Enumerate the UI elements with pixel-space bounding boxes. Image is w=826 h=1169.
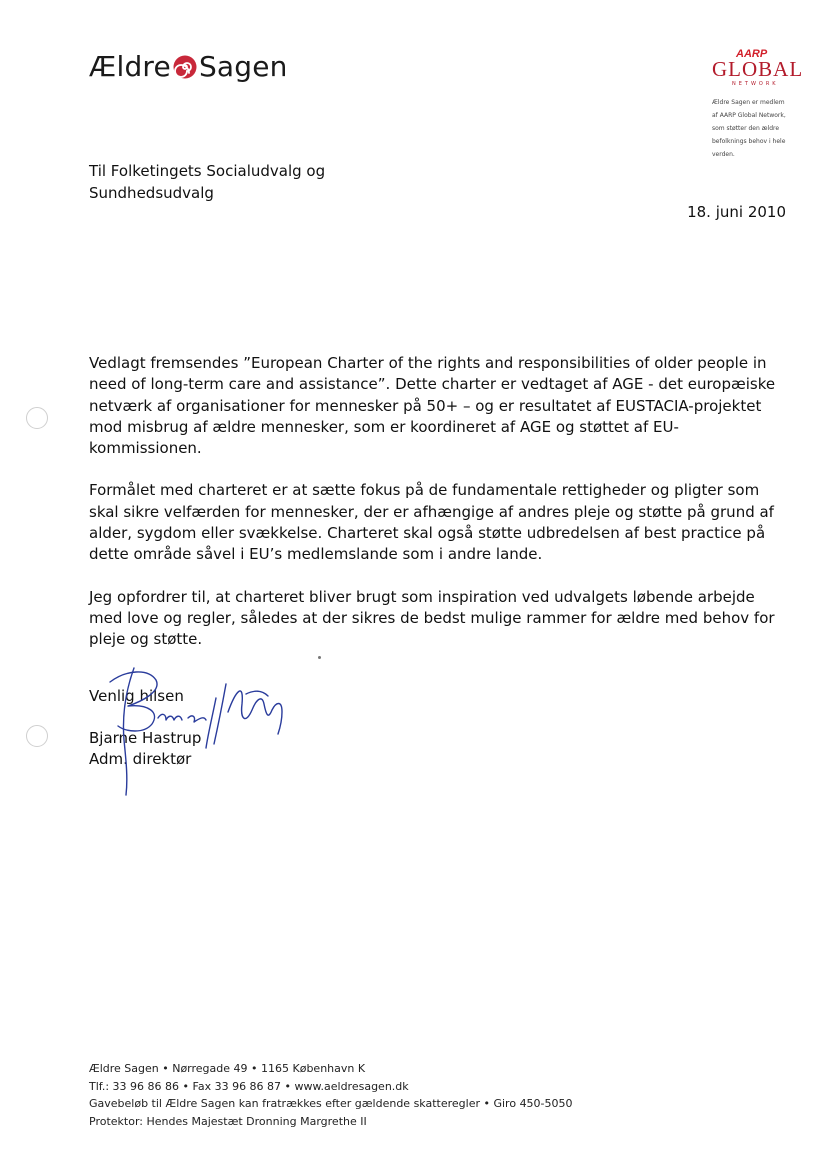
body-paragraph-2: Formålet med charteret er at sætte fokus på de fundamentale rettigheder og pligter som skal sikre velfærden for mennesker, der er afhængige af andres pleje og støtte på grund af alder, sygdom eller svækkelse. Charteret skal også støtte udbredelsen af best practice på dette område såvel i EU’s medlemslande som i andre lande. bbox=[89, 481, 774, 564]
footer-line-donation: Gavebeløb til Ældre Sagen kan fratrækkes efter gældende skatteregler • Giro 450-5050 bbox=[89, 1097, 573, 1110]
aeldre-sagen-logo bbox=[89, 50, 288, 83]
punch-hole-top bbox=[26, 407, 48, 429]
aarp-label: AARP bbox=[736, 48, 768, 60]
global-label: GLOBAL bbox=[712, 57, 804, 81]
stray-mark bbox=[318, 656, 321, 659]
closing-greeting: Venlig hilsen bbox=[89, 687, 184, 705]
letter-footer bbox=[89, 1060, 573, 1130]
signer-title: Adm. direktør bbox=[89, 750, 192, 768]
recipient-line-2: Sundhedsudvalg bbox=[89, 184, 214, 202]
footer-line-protector: Protektor: Hendes Majestæt Dronning Margrethe II bbox=[89, 1114, 367, 1128]
swirl-logo-icon bbox=[172, 54, 198, 80]
member-note: Ældre Sagen er medlem af AARP Global Network, som støtter den ældre befolknings behov i hele verden. bbox=[712, 99, 786, 158]
recipient-line-1: Til Folketingets Socialudvalg og bbox=[89, 162, 326, 180]
aarp-global-network-logo bbox=[702, 48, 804, 92]
punch-hole-bottom bbox=[26, 725, 48, 747]
body-paragraph-1: Vedlagt fremsendes ”European Charter of the rights and responsibilities of older people in need of long-term care and assistance”. Dette charter er vedtaget af AGE - det europæiske netværk af organisationer for mennesker på 50+ – og er resultatet af EUSTACIA-projektet mod misbrug af ældre mennesker, som er koordineret af AGE og støttet af EU-kommissionen. bbox=[89, 354, 776, 458]
handwritten-signature bbox=[96, 660, 306, 800]
recipient-block bbox=[89, 160, 325, 204]
footer-line-contact: Tlf.: 33 96 86 86 • Fax 33 96 86 87 • www.aeldresagen.dk bbox=[89, 1079, 409, 1093]
signer-name: Bjarne Hastrup bbox=[89, 729, 202, 747]
logo-text-right: Sagen bbox=[198, 50, 288, 83]
footer-line-address: Ældre Sagen • Nørregade 49 • 1165 København K bbox=[89, 1062, 366, 1075]
network-label: NETWORK bbox=[732, 81, 779, 87]
body-paragraph-3: Jeg opfordrer til, at charteret bliver brugt som inspiration ved udvalgets løbende arbejde med love og regler, således at der sikres de bedst mulige rammer for ældre med behov for pleje og støtte. bbox=[89, 587, 775, 649]
logo-text-left: Ældre bbox=[89, 50, 171, 83]
letter-date: 18. juni 2010 bbox=[687, 203, 786, 221]
letter-body bbox=[89, 353, 789, 672]
